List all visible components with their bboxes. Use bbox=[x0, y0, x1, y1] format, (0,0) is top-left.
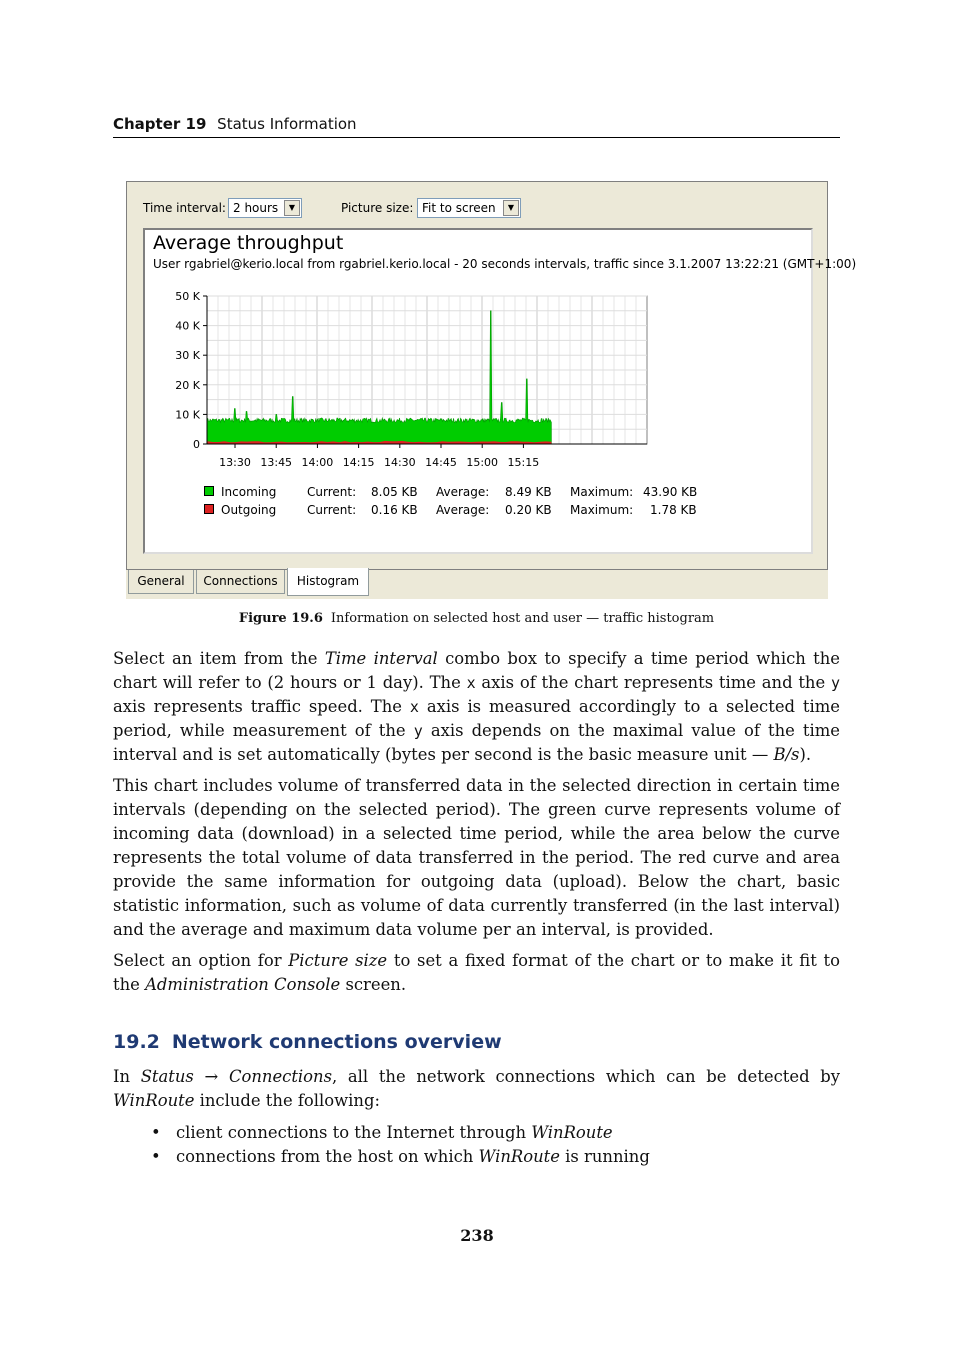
current-label: Current: bbox=[307, 503, 357, 517]
y-tick-label: 20 K bbox=[175, 378, 200, 392]
maximum-value: 43.90 KB bbox=[643, 485, 698, 499]
page-number: 238 bbox=[460, 1226, 494, 1245]
y-tick-label: 0 bbox=[193, 438, 200, 451]
maximum-label: Maximum: bbox=[570, 485, 634, 499]
section-heading bbox=[113, 1031, 502, 1053]
legend-name: Incoming bbox=[221, 485, 277, 499]
tab-general[interactable]: General bbox=[128, 570, 194, 594]
maximum-value: 1.78 KB bbox=[650, 503, 697, 517]
average-value: 8.49 KB bbox=[505, 485, 552, 499]
y-tick-label: 40 K bbox=[175, 319, 200, 333]
paragraph-chart-description: This chart includes volume of transferred data in the selected direction in certain time intervals (depending on the selected period). The green curve represents volume of incoming data (download) in a selected time period, while the area below the curve represents the total volume of data transferred in the period. The red curve and area provide the same information for outgoing data (upload). Below the chart, basic statistic information, such as volume of data currently transferred (in the last interval) and the average and maximum data volume per an interval, is provided. bbox=[113, 776, 840, 939]
current-value: 8.05 KB bbox=[371, 485, 418, 499]
average-value: 0.20 KB bbox=[505, 503, 552, 517]
list-item: • client connections to the Internet through WinRoute bbox=[152, 1121, 613, 1145]
figure-caption-text: Information on selected host and user — traffic histogram bbox=[330, 611, 715, 626]
maximum-label: Maximum: bbox=[570, 503, 634, 517]
throughput-chart bbox=[150, 285, 670, 475]
running-header bbox=[113, 115, 840, 138]
chart-title: Average throughput bbox=[153, 232, 344, 254]
current-value: 0.16 KB bbox=[371, 503, 418, 517]
x-tick-label: 15:00 bbox=[466, 456, 499, 469]
chart-legend bbox=[204, 485, 724, 521]
figure-number: Figure 19.6 bbox=[238, 611, 323, 626]
x-tick-label: 14:00 bbox=[301, 456, 334, 469]
chapter-title: Status Information bbox=[217, 115, 357, 133]
picture-size-label: Picture size: bbox=[341, 201, 414, 215]
legend-row-incoming bbox=[204, 485, 724, 503]
y-tick-label: 30 K bbox=[175, 349, 200, 363]
y-tick-label: 50 K bbox=[175, 290, 200, 303]
dropdown-arrow-icon[interactable]: ▼ bbox=[503, 200, 519, 216]
incoming-swatch bbox=[204, 486, 214, 496]
section-number: 19.2 bbox=[113, 1031, 160, 1053]
paragraph-picture-size: Select an option for Picture size to set a fixed format of the chart or to make it fit to the Administration Console screen. bbox=[113, 951, 840, 994]
section-title: Network connections overview bbox=[171, 1031, 502, 1053]
x-tick-label: 13:45 bbox=[260, 456, 293, 469]
paragraph-time-interval: Select an item from the Time interval combo box to specify a time period which the chart will refer to (2 hours or 1 day). The x axis of the chart represents time and the y axis represents traffic speed. The x axis is measured accordingly to a selected time period, while measurement of the y axis depends on the maximal value of the time interval and is set automatically (bytes per second is the basic measure unit — B/s). bbox=[113, 649, 841, 764]
time-interval-combo[interactable] bbox=[228, 198, 302, 218]
picture-size-value: Fit to screen bbox=[422, 201, 496, 215]
tab-connections[interactable]: Connections bbox=[196, 570, 285, 594]
chart-subtitle: User rgabriel@kerio.local from rgabriel.kerio.local - 20 seconds intervals, traffic since 3.1.2007 13:22:21 (GMT+1:00) bbox=[153, 257, 857, 271]
legend-row-outgoing bbox=[204, 503, 724, 521]
paragraph-connections: In Status → Connections, all the network connections which can be detected by WinRoute include the following: bbox=[113, 1067, 840, 1110]
x-tick-label: 13:30 bbox=[219, 456, 251, 469]
list-item: • connections from the host on which WinRoute is running bbox=[152, 1145, 650, 1169]
dropdown-arrow-icon[interactable]: ▼ bbox=[284, 200, 300, 216]
time-interval-label: Time interval: bbox=[143, 201, 226, 215]
x-tick-label: 14:15 bbox=[342, 456, 375, 469]
average-label: Average: bbox=[436, 485, 490, 499]
outgoing-swatch bbox=[204, 504, 214, 514]
x-tick-label: 14:45 bbox=[425, 456, 457, 469]
time-interval-value: 2 hours bbox=[233, 201, 279, 215]
picture-size-combo[interactable] bbox=[417, 198, 521, 218]
x-tick-label: 14:30 bbox=[383, 456, 416, 469]
legend-name: Outgoing bbox=[221, 503, 277, 517]
y-tick-label: 10 K bbox=[175, 408, 200, 422]
figure-caption bbox=[113, 611, 840, 626]
x-tick-label: 15:15 bbox=[507, 456, 540, 469]
tab-histogram[interactable]: Histogram bbox=[287, 568, 369, 596]
chapter-label: Chapter 19 bbox=[113, 115, 207, 133]
average-label: Average: bbox=[436, 503, 490, 517]
current-label: Current: bbox=[307, 485, 357, 499]
